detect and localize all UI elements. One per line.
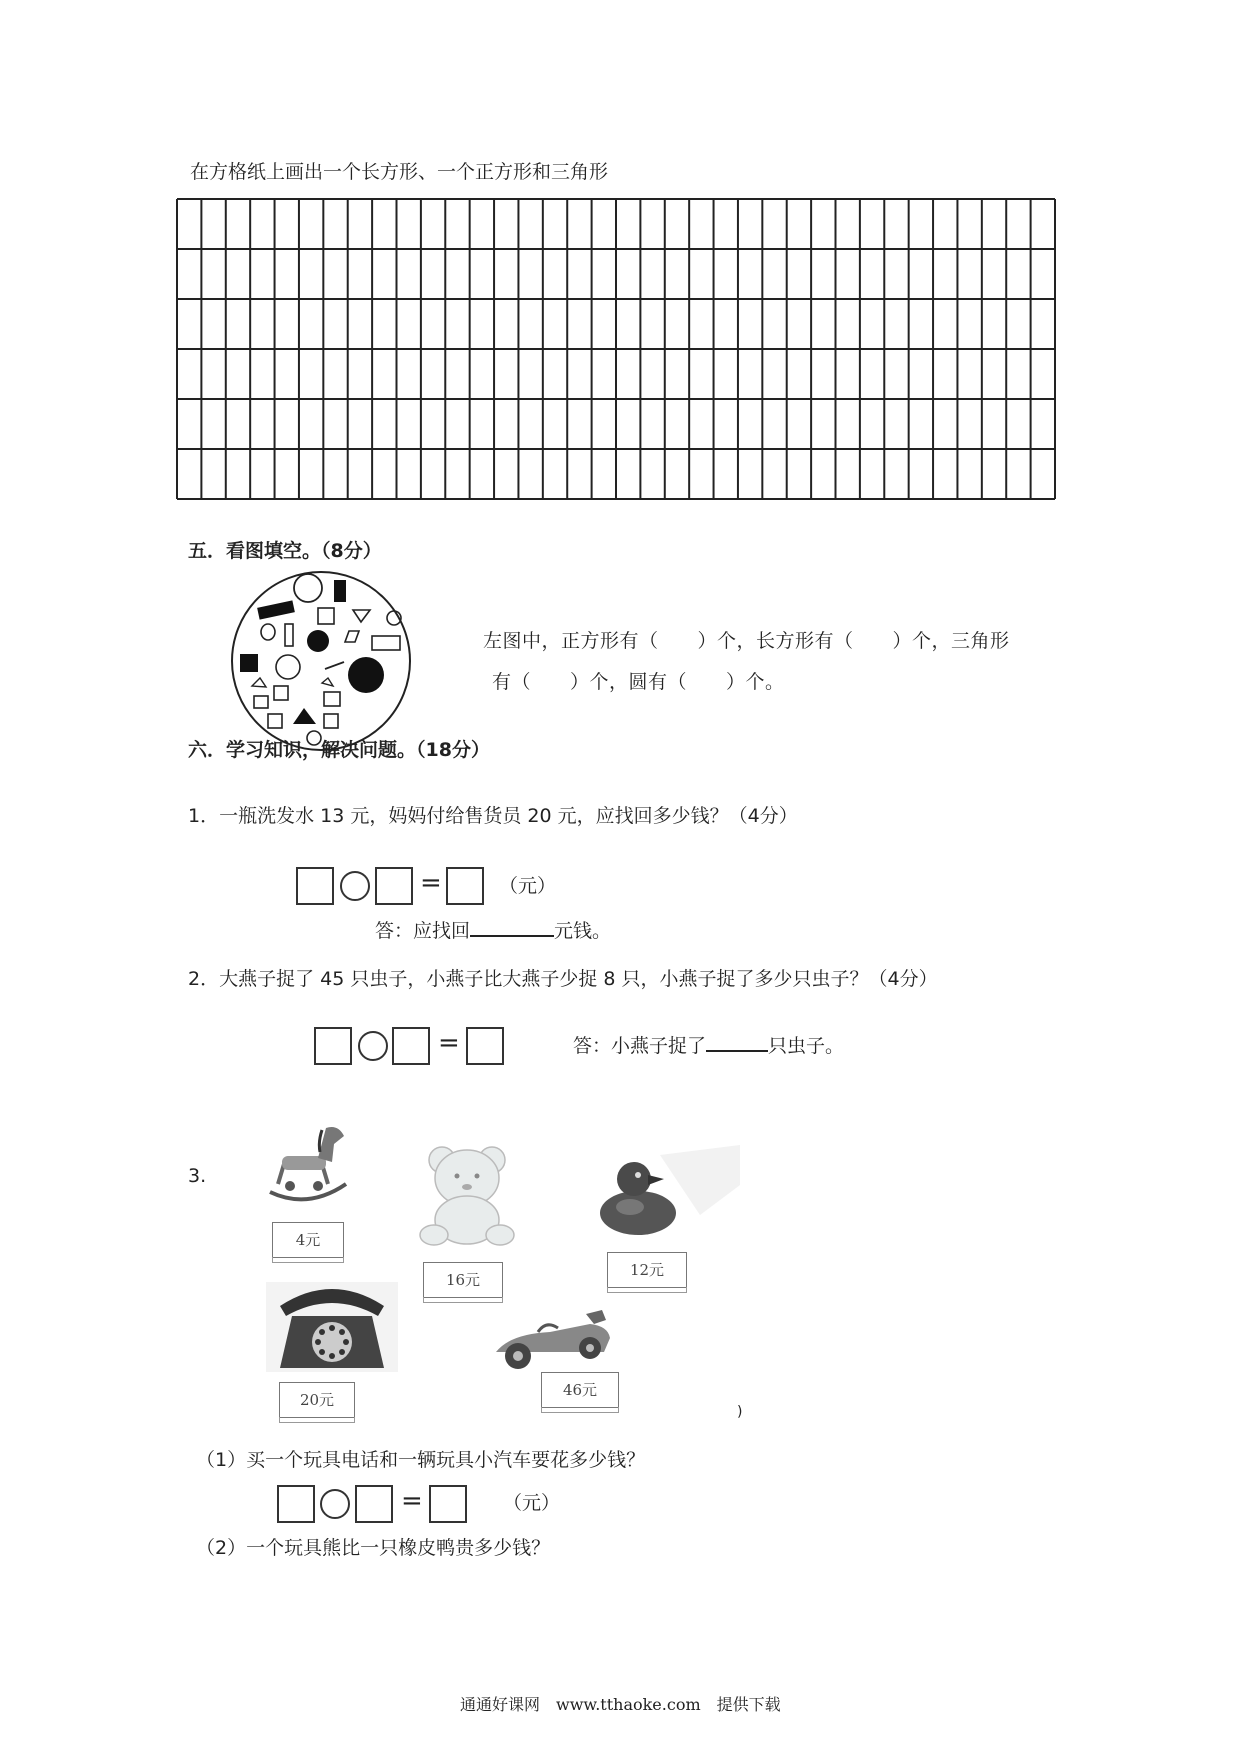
q1-unit: （元）: [499, 875, 557, 897]
q1-answer-suffix: 元钱。: [554, 920, 612, 942]
q3-1-answer-box-1[interactable]: [277, 1485, 315, 1523]
teddy-bear-toy-image: [412, 1140, 522, 1250]
section-5-heading: 五．看图填空。（8分）: [188, 540, 382, 562]
section-6-heading: 六．学习知识，解决问题。（18分）: [188, 739, 490, 761]
q3-1-equals-sign: =: [401, 1486, 423, 1516]
telephone-price-tag: 20元: [279, 1382, 355, 1418]
q2-equals-sign: =: [438, 1028, 460, 1058]
q1-answer-box-2[interactable]: [375, 867, 413, 905]
q3-sub-question-2: （2）一个玩具熊比一只橡皮鸭贵多少钱？: [196, 1537, 551, 1559]
shapes-circle-figure: [228, 568, 414, 754]
square-grid-paper[interactable]: [175, 197, 1057, 501]
toy-car-price-tag: 46元: [541, 1372, 619, 1408]
q3-1-answer-box-2[interactable]: [355, 1485, 393, 1523]
q2-answer-box-2[interactable]: [392, 1027, 430, 1065]
q1-answer-box-1[interactable]: [296, 867, 334, 905]
q3-1-answer-box-3[interactable]: [429, 1485, 467, 1523]
q3-1-unit: （元）: [503, 1492, 561, 1514]
toy-car-image: [490, 1306, 614, 1380]
rocking-horse-price-tag: 4元: [272, 1222, 344, 1258]
teddy-bear-price-tag: 16元: [423, 1262, 503, 1298]
q3-sub-question-1: （1）买一个玩具电话和一辆玩具小汽车要花多少钱？: [196, 1449, 646, 1471]
footer-source: 通通好课网 www.tthaoke.com 提供下载: [460, 1695, 781, 1714]
q3-1-operator-circle[interactable]: [320, 1489, 350, 1519]
rubber-duck-price-tag: 12元: [607, 1252, 687, 1288]
telephone-toy-image: [266, 1272, 398, 1380]
rocking-horse-toy-image: [262, 1122, 354, 1210]
q2-operator-circle[interactable]: [358, 1031, 388, 1061]
q2-answer-box-3[interactable]: [466, 1027, 504, 1065]
q1-answer-line: [375, 922, 611, 941]
q1-answer-prefix: 答：应找回: [375, 920, 471, 942]
q1-operator-circle[interactable]: [340, 871, 370, 901]
stray-mark: ): [737, 1404, 743, 1420]
q2-answer-box-1[interactable]: [314, 1027, 352, 1065]
q1-answer-blank[interactable]: [470, 935, 554, 937]
q1-answer-box-3[interactable]: [446, 867, 484, 905]
section-5-question-line-1: 左图中，正方形有（ ）个，长方形有（ ）个，三角形: [483, 630, 1010, 652]
q1-equals-sign: =: [420, 868, 442, 898]
question-2-text: 2．大燕子捉了 45 只虫子，小燕子比大燕子少捉 8 只，小燕子捉了多少只虫子？（4分）: [188, 968, 938, 990]
q2-answer-prefix: 答：小燕子捉了: [573, 1035, 707, 1057]
q2-answer-blank[interactable]: [706, 1050, 768, 1052]
section-5-question-line-2: 有（ ）个，圆有（ ）个。: [492, 671, 785, 693]
rubber-duck-toy-image: [590, 1145, 740, 1245]
q2-answer-suffix: 只虫子。: [768, 1035, 845, 1057]
question-1-text: 1．一瓶洗发水 13 元，妈妈付给售货员 20 元，应找回多少钱？（4分）: [188, 805, 798, 827]
question-3-number: 3.: [188, 1165, 207, 1187]
grid-instruction: 在方格纸上画出一个长方形、一个正方形和三角形: [190, 161, 609, 183]
q2-answer-line: [573, 1037, 844, 1056]
